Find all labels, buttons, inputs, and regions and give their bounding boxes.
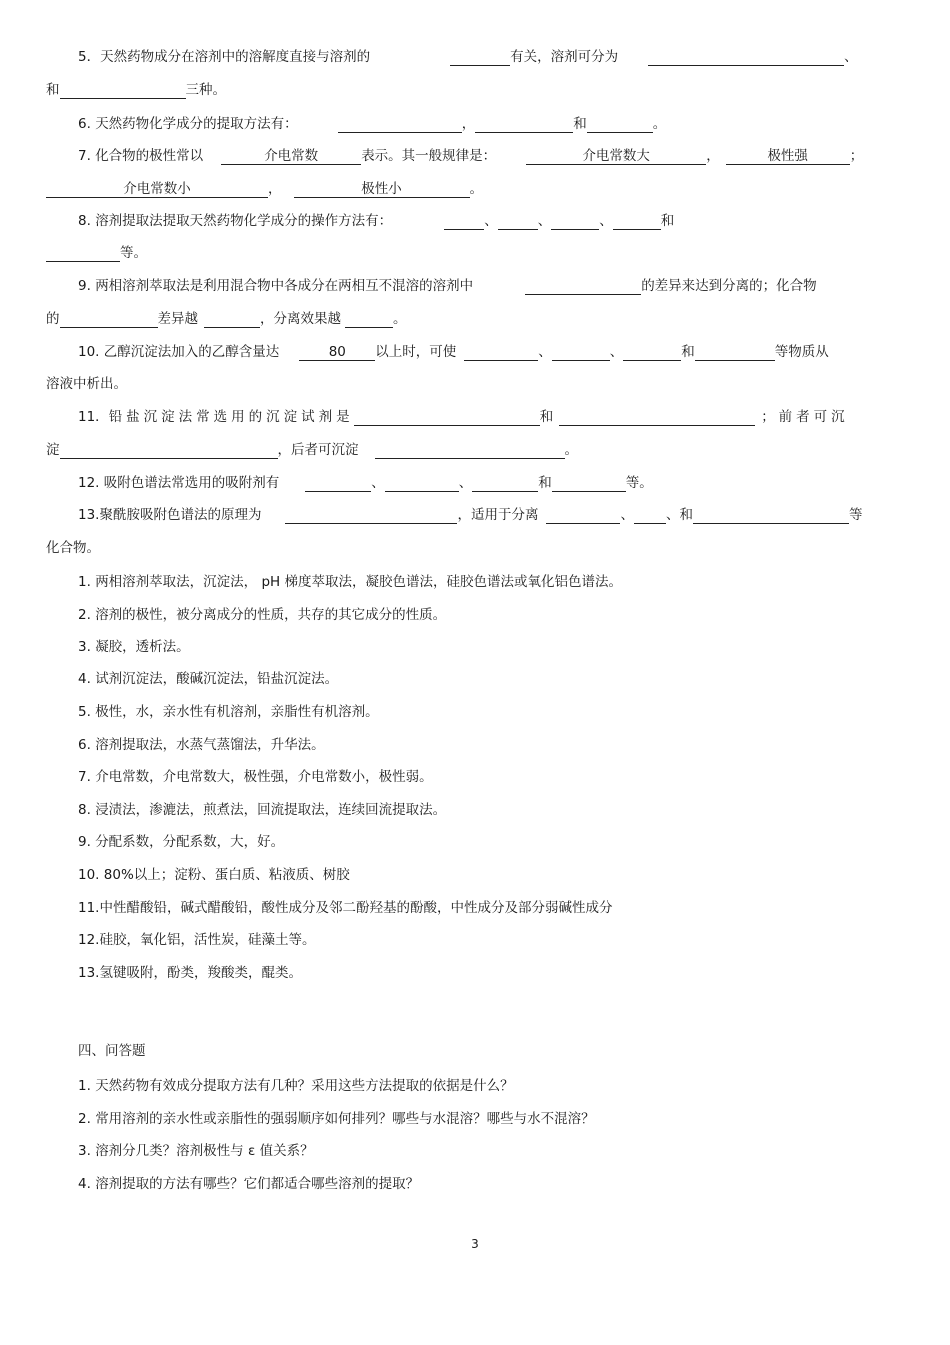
q11-blank-2[interactable]: [559, 409, 755, 426]
answer-item: 7. 介电常数，介电常数大，极性强，介电常数小，极性弱。: [78, 769, 433, 785]
q12-blank-4[interactable]: [552, 475, 626, 492]
answer-item: 9. 分配系数，分配系数，大，好。: [78, 834, 285, 850]
answer-item: 2. 溶剂的极性，被分离成分的性质，共存的其它成分的性质。: [78, 607, 447, 623]
q8-blank-1[interactable]: [444, 213, 484, 230]
q5-line1: 5．天然药物成分在溶剂中的溶解度直接与溶剂的 有关，溶剂可分为 、: [78, 49, 858, 65]
q7-blank-4: 介电常数小: [46, 181, 268, 198]
q7-line1: 7. 化合物的极性常以 介电常数 表示。其一般规律是： 介电常数大 ， 极性强 ；: [78, 148, 864, 164]
q11-blank-1[interactable]: [354, 409, 540, 426]
question-item: 3. 溶剂分几类？溶剂极性与 ε 值关系？: [78, 1143, 314, 1159]
answer-item: 10. 80%以上；淀粉、蛋白质、粘液质、树胶: [78, 867, 350, 883]
q11-blank-3[interactable]: [60, 442, 278, 459]
q5-blank-2[interactable]: [648, 49, 844, 66]
q10-blank-3[interactable]: [552, 344, 610, 361]
q10-line1: 10. 乙醇沉淀法加入的乙醇含量达 80 以上时，可使 、 、 和 等物质从: [78, 344, 829, 360]
q7-line2: 介电常数小 ， 极性小 。: [46, 180, 483, 198]
q13-line2: 化合物。: [46, 540, 100, 556]
q8-blank-2[interactable]: [498, 213, 538, 230]
q8-line2: 等。: [46, 244, 147, 262]
question-item: 1. 天然药物有效成分提取方法有几种？采用这些方法提取的依据是什么？: [78, 1078, 514, 1094]
q10-line2: 溶液中析出。: [46, 376, 127, 392]
q8-line1: 8. 溶剂提取法提取天然药物化学成分的操作方法有： 、 、 、 和: [78, 213, 675, 229]
question-item: 2. 常用溶剂的亲水性或亲脂性的强弱顺序如何排列？哪些与水混溶？哪些与水不混溶？: [78, 1111, 595, 1127]
q11-line1: 11．铅盐沉淀法常选用的沉淀试剂是 和 ；前者可沉: [78, 409, 849, 425]
q6-blank-1[interactable]: [338, 116, 462, 133]
q10-blank-1: 80: [299, 344, 375, 361]
q6-blank-3[interactable]: [587, 116, 653, 133]
q11-blank-4[interactable]: [375, 442, 565, 459]
q9-line1: 9. 两相溶剂萃取法是利用混合物中各成分在两相互不混溶的溶剂中 的差异来达到分离的；化合物: [78, 278, 817, 294]
answer-item: 4. 试剂沉淀法，酸碱沉淀法，铅盐沉淀法。: [78, 671, 339, 687]
answer-item: 12.硅胶，氧化铝，活性炭，硅藻土等。: [78, 932, 316, 948]
q7-blank-2: 介电常数大: [526, 148, 706, 165]
q12-blank-1[interactable]: [305, 475, 371, 492]
q10-blank-5[interactable]: [695, 344, 775, 361]
q10-blank-2[interactable]: [464, 344, 538, 361]
q9-blank-1[interactable]: [525, 278, 641, 295]
q12-line: 12. 吸附色谱法常选用的吸附剂有 、 、 和 等。: [78, 475, 653, 491]
q5-blank-3[interactable]: [60, 82, 186, 99]
q5-line2: 和 三种。: [46, 82, 226, 98]
q7-blank-5: 极性小: [294, 181, 470, 198]
page-number: 3: [471, 1237, 479, 1251]
q9-line2: 的 差异越 ，分离效果越 。: [46, 311, 407, 327]
q8-blank-4[interactable]: [613, 213, 661, 230]
q8-blank-5[interactable]: [46, 245, 120, 262]
q6-blank-2[interactable]: [475, 116, 573, 133]
q11-line2: 淀 ，后者可沉淀 。: [46, 442, 578, 458]
q12-blank-3[interactable]: [472, 475, 538, 492]
answer-item: 13.氢键吸附，酚类，羧酸类，醌类。: [78, 965, 302, 981]
q5-blank-1[interactable]: [450, 49, 510, 66]
answer-item: 5. 极性，水，亲水性有机溶剂，亲脂性有机溶剂。: [78, 704, 379, 720]
q7-blank-1: 介电常数: [221, 148, 361, 165]
q9-blank-4[interactable]: [345, 311, 393, 328]
section-title: 四、问答题: [78, 1043, 146, 1059]
answer-item: 3. 凝胶，透析法。: [78, 639, 190, 655]
q12-blank-2[interactable]: [385, 475, 459, 492]
q9-blank-2[interactable]: [60, 311, 158, 328]
q13-blank-2[interactable]: [546, 507, 620, 524]
q6-line: 6. 天然药物化学成分的提取方法有： ， 和 。: [78, 116, 667, 132]
q9-blank-3[interactable]: [204, 311, 260, 328]
q13-blank-3[interactable]: [634, 507, 666, 524]
q13-blank-1[interactable]: [285, 507, 457, 524]
q10-blank-4[interactable]: [623, 344, 681, 361]
q13-blank-4[interactable]: [693, 507, 849, 524]
question-item: 4. 溶剂提取的方法有哪些？它们都适合哪些溶剂的提取？: [78, 1176, 420, 1192]
answer-item: 1. 两相溶剂萃取法，沉淀法， pH 梯度萃取法，凝胶色谱法，硅胶色谱法或氧化铝色谱法。: [78, 574, 622, 590]
q7-blank-3: 极性强: [726, 148, 850, 165]
answer-item: 6. 溶剂提取法，水蒸气蒸馏法，升华法。: [78, 737, 325, 753]
answer-item: 8. 浸渍法，渗漉法，煎煮法，回流提取法，连续回流提取法。: [78, 802, 447, 818]
q8-blank-3[interactable]: [551, 213, 599, 230]
q13-line1: 13.聚酰胺吸附色谱法的原理为 ，适用于分离 、 、和 等: [78, 507, 863, 523]
answer-item: 11.中性醋酸铅，碱式醋酸铅，酸性成分及邻二酚羟基的酚酸，中性成分及部分弱碱性成分: [78, 900, 613, 916]
